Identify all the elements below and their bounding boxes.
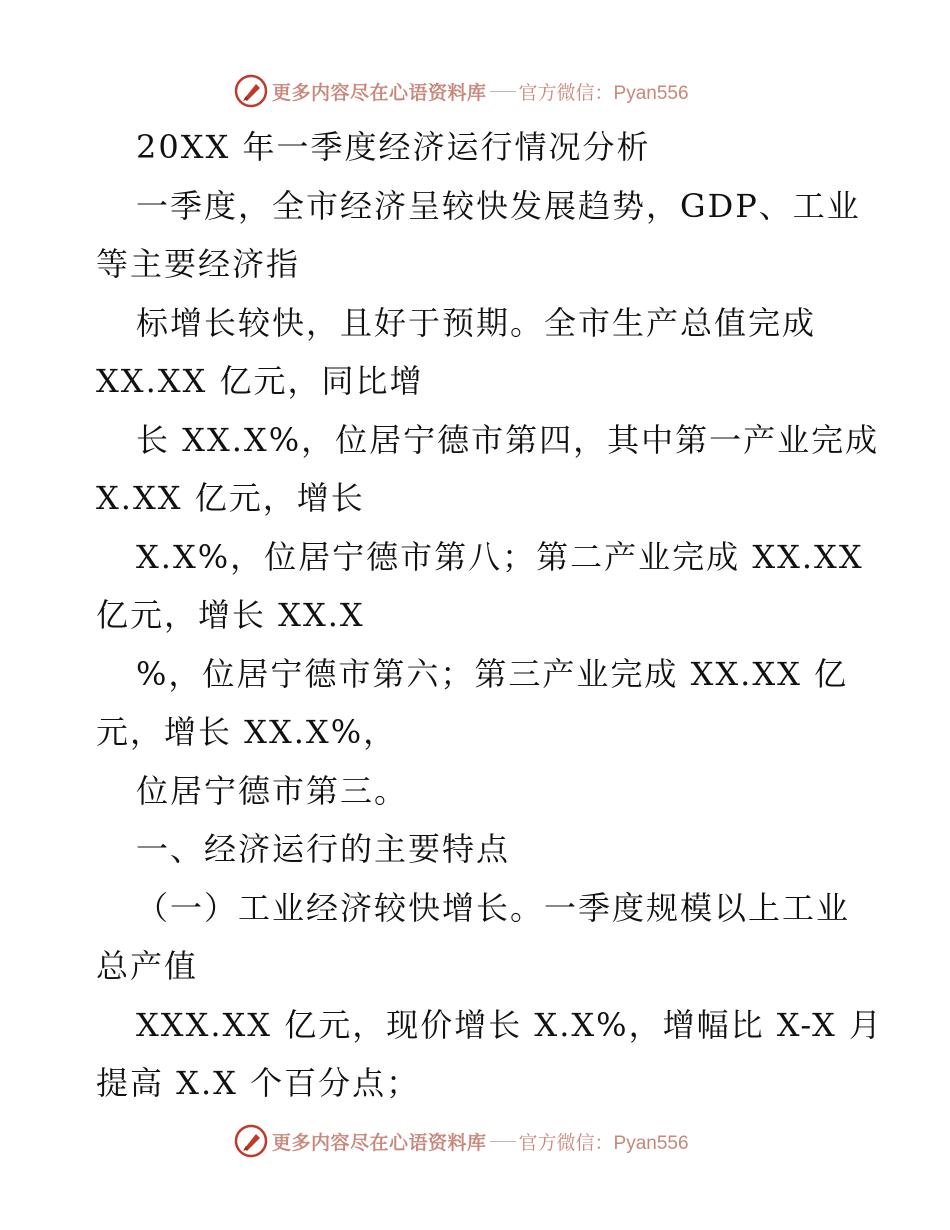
watermark-text: 更多内容尽在心语资料库 (272, 81, 487, 104)
document-title: 20XX 年一季度经济运行情况分析 (136, 128, 651, 166)
text-line: %，位居宁德市第六；第三产业完成 XX.XX 亿 (136, 654, 849, 693)
text-line: 元，增长 XX.X%， (96, 713, 398, 751)
text-line: 总产值 (96, 947, 199, 985)
text-line: 一季度，全市经济呈较快发展趋势，GDP、工业 (136, 186, 861, 225)
text-line: 亿元，增长 XX.X (96, 596, 365, 634)
text-line: 长 XX.X%，位居宁德市第四，其中第一产业完成 (136, 420, 880, 459)
text-line: XX.XX 亿元，同比增 (96, 362, 424, 400)
document-body (96, 118, 884, 1113)
watermark-dash (490, 1141, 516, 1142)
pen-nib-logo-icon (234, 74, 268, 108)
text-line: 提高 X.X 个百分点； (96, 1064, 421, 1102)
text-line: 位居宁德市第三。 (136, 771, 409, 810)
pen-nib-logo-icon (234, 1124, 268, 1158)
section-heading: 一、经济运行的主要特点 (136, 830, 511, 868)
watermark-handle: 官方微信：Pyan556 (518, 82, 689, 104)
text-line: （一）工业经济较快增长。一季度规模以上工业 (136, 888, 851, 927)
watermark-footer (234, 1124, 689, 1158)
text-line: X.X%，位居宁德市第八；第二产业完成 XX.XX (136, 537, 864, 576)
text-line: X.XX 亿元，增长 (96, 479, 365, 517)
watermark-text: 更多内容尽在心语资料库 (272, 1131, 487, 1154)
watermark-handle: 官方微信：Pyan556 (518, 1132, 689, 1154)
text-line: 等主要经济指 (96, 245, 301, 283)
watermark-dash (490, 91, 516, 92)
text-line: 标增长较快，且好于预期。全市生产总值完成 (136, 303, 817, 342)
text-line: XXX.XX 亿元，现价增长 X.X%，增幅比 X-X 月 (136, 1005, 884, 1044)
watermark-header (234, 74, 689, 108)
